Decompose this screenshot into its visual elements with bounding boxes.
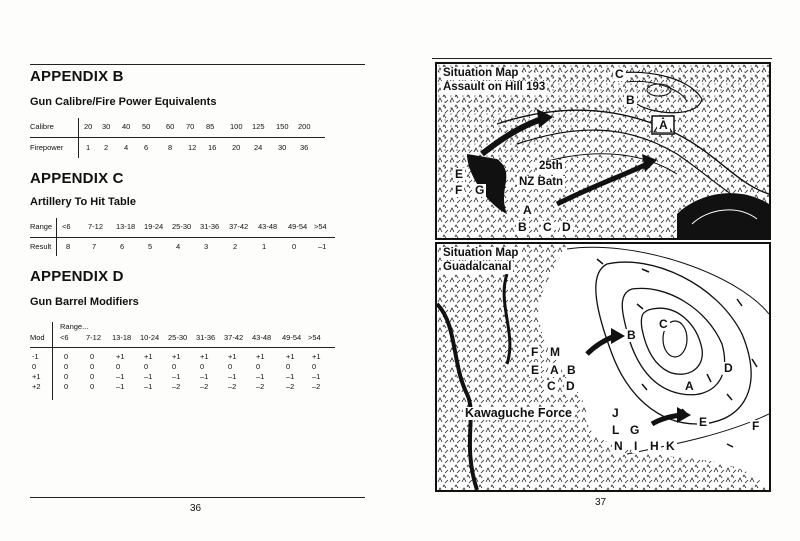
map-letter: B — [626, 93, 635, 107]
force-letter: K — [666, 439, 675, 453]
modifier-value: +1 — [144, 352, 153, 361]
mod-label: Mod — [30, 333, 45, 342]
modifier-value: 0 — [200, 362, 205, 371]
map-letter: C — [659, 317, 668, 331]
calibre-value: 60 — [166, 122, 175, 131]
range-column-header: 13-18 — [112, 333, 132, 342]
range-value: 19-24 — [144, 222, 164, 231]
modifier-value: 0 — [172, 362, 177, 371]
situation-map-hill-193 — [435, 62, 771, 240]
range-column-header: <6 — [60, 333, 69, 342]
calibre-vline — [78, 118, 79, 158]
firepower-value: 20 — [232, 143, 241, 152]
map-letter: G — [475, 183, 485, 197]
top-rule-right — [432, 58, 772, 59]
force-letter: I — [634, 439, 638, 453]
modifier-value: +1 — [116, 352, 125, 361]
modifier-value: –2 — [200, 382, 209, 391]
range-value: 31-36 — [200, 222, 220, 231]
guadalcanal-terrain — [437, 244, 769, 490]
appendix-b-heading: APPENDIX B — [30, 68, 124, 85]
force-letter: B — [567, 363, 576, 377]
modifier-value: –2 — [172, 382, 181, 391]
modifier-value: –1 — [256, 372, 265, 381]
appendix-d-subheading: Gun Barrel Modifiers — [30, 296, 139, 308]
modifier-value: –1 — [144, 372, 153, 381]
right-page — [400, 0, 800, 541]
map-letter: B — [627, 328, 636, 342]
mod-value: +1 — [32, 372, 41, 381]
modifier-value: –1 — [172, 372, 181, 381]
mod-value: -1 — [32, 352, 39, 361]
mod-value: +2 — [32, 382, 41, 391]
map-letter: D — [724, 361, 733, 375]
map-letter: F — [455, 183, 463, 197]
modifier-value: 0 — [116, 362, 121, 371]
modifier-value: 0 — [90, 372, 95, 381]
range-column-header: 43-48 — [252, 333, 272, 342]
result-value: 1 — [262, 242, 267, 251]
map-letter: F — [752, 419, 760, 433]
modifier-value: 0 — [286, 362, 291, 371]
map-letter: B — [518, 220, 527, 234]
map-letter: E — [699, 415, 708, 429]
modifier-value: –1 — [116, 382, 125, 391]
result-value: 2 — [233, 242, 238, 251]
range-column-header: 7-12 — [86, 333, 102, 342]
range-column-header: 10-24 — [140, 333, 160, 342]
modifier-value: 0 — [90, 362, 95, 371]
modifier-value: +1 — [286, 352, 295, 361]
range-column-header: 37-42 — [224, 333, 244, 342]
bottom-rule — [30, 497, 365, 498]
page-number-left: 36 — [190, 503, 202, 514]
force-letter: L — [612, 423, 620, 437]
appendix-c-subheading: Artillery To Hit Table — [30, 196, 136, 208]
modifier-value: +1 — [312, 352, 321, 361]
modifier-vline — [52, 322, 53, 400]
range-value: <6 — [62, 222, 71, 231]
modifier-value: –1 — [200, 372, 209, 381]
modifier-value: 0 — [64, 382, 69, 391]
range-value: 25-30 — [172, 222, 192, 231]
calibre-value: 100 — [230, 122, 243, 131]
firepower-value: 2 — [104, 143, 109, 152]
unit-label-line2: NZ Batn — [519, 176, 564, 188]
calibre-value: 50 — [142, 122, 151, 131]
range-column-header: 25-30 — [168, 333, 188, 342]
map1-title-line1: Situation Map — [443, 67, 519, 79]
modifier-value: –1 — [144, 382, 153, 391]
modifier-value: –1 — [116, 372, 125, 381]
force-letter: J — [612, 406, 619, 420]
calibre-value: 85 — [206, 122, 215, 131]
range-value: 7-12 — [88, 222, 104, 231]
firepower-label: Firepower — [30, 143, 64, 152]
modifier-value: +1 — [172, 352, 181, 361]
modifier-value: 0 — [64, 372, 69, 381]
modifier-value: 0 — [312, 362, 317, 371]
force-letter: H — [650, 439, 659, 453]
modifier-value: 0 — [256, 362, 261, 371]
calibre-value: 125 — [252, 122, 265, 131]
result-value: 5 — [148, 242, 153, 251]
firepower-value: 12 — [188, 143, 197, 152]
range-value: 13-18 — [116, 222, 136, 231]
modifier-value: –2 — [256, 382, 265, 391]
map2-title-line2: Guadalcanal — [443, 261, 512, 273]
modifier-value: –1 — [228, 372, 237, 381]
modifier-value: +1 — [228, 352, 237, 361]
force-letter: C — [547, 379, 556, 393]
firepower-value: 8 — [168, 143, 173, 152]
calibre-value: 20 — [84, 122, 93, 131]
modifier-value: –2 — [228, 382, 237, 391]
mod-value: 0 — [32, 362, 37, 371]
result-value: 3 — [204, 242, 209, 251]
modifier-value: 0 — [90, 352, 95, 361]
range-vline — [56, 218, 57, 256]
calibre-divider — [30, 137, 325, 138]
appendix-d-heading: APPENDIX D — [30, 268, 124, 285]
modifier-divider — [30, 347, 335, 348]
modifier-value: 0 — [64, 362, 69, 371]
range-value: 43-48 — [258, 222, 278, 231]
modifier-value: 0 — [90, 382, 95, 391]
result-value: 7 — [92, 242, 97, 251]
result-label: Result — [30, 242, 52, 251]
result-value: 8 — [66, 242, 71, 251]
modifier-value: –2 — [286, 382, 295, 391]
map1-title-line2: Assault on Hill 193 — [443, 81, 546, 93]
calibre-value: 30 — [102, 122, 111, 131]
firepower-value: 1 — [86, 143, 91, 152]
range-label: Range — [30, 222, 53, 231]
firepower-value: 16 — [208, 143, 217, 152]
modifier-value: –1 — [286, 372, 295, 381]
range-divider — [30, 237, 335, 238]
appendix-b-subheading: Gun Calibre/Fire Power Equivalents — [30, 96, 217, 108]
range-caption: Range... — [60, 322, 89, 331]
range-column-header: 31-36 — [196, 333, 216, 342]
modifier-value: –2 — [312, 382, 321, 391]
modifier-value: –1 — [312, 372, 321, 381]
modifier-value: 0 — [228, 362, 233, 371]
calibre-value: 200 — [298, 122, 311, 131]
map-letter: A — [523, 203, 532, 217]
modifier-value: 0 — [64, 352, 69, 361]
force-letter: F — [531, 345, 539, 359]
force-letter: D — [566, 379, 575, 393]
page-number-right: 37 — [595, 497, 607, 508]
result-value: 4 — [176, 242, 181, 251]
map-letter: A — [659, 118, 668, 132]
map-letter: C — [543, 220, 552, 234]
calibre-label: Calibre — [30, 122, 54, 131]
range-column-header: >54 — [308, 333, 321, 342]
unit-label-line1: 25th — [539, 160, 563, 172]
force-letter: A — [550, 363, 559, 377]
range-value: >54 — [314, 222, 327, 231]
kawaguche-force-label: Kawaguche Force — [465, 406, 572, 420]
force-letter: G — [630, 423, 640, 437]
force-letter: E — [531, 363, 540, 377]
map2-title-line1: Situation Map — [443, 247, 519, 259]
map-letter: A — [685, 379, 694, 393]
calibre-value: 70 — [186, 122, 195, 131]
range-value: 37-42 — [229, 222, 249, 231]
result-value: 0 — [292, 242, 297, 251]
result-value: –1 — [318, 242, 327, 251]
force-letter: M — [550, 345, 560, 359]
firepower-value: 4 — [124, 143, 129, 152]
situation-map-guadalcanal — [435, 242, 771, 492]
modifier-value: 0 — [144, 362, 149, 371]
firepower-value: 36 — [300, 143, 309, 152]
map-letter: D — [562, 220, 571, 234]
range-column-header: 49-54 — [282, 333, 302, 342]
map-letter: C — [615, 67, 624, 81]
force-letter: N — [614, 439, 623, 453]
range-value: 49-54 — [288, 222, 308, 231]
calibre-value: 150 — [276, 122, 289, 131]
map-letter: E — [455, 167, 464, 181]
calibre-value: 40 — [122, 122, 131, 131]
firepower-value: 30 — [278, 143, 287, 152]
modifier-value: +1 — [256, 352, 265, 361]
modifier-value: +1 — [200, 352, 209, 361]
firepower-value: 6 — [144, 143, 149, 152]
result-value: 6 — [120, 242, 125, 251]
appendix-c-heading: APPENDIX C — [30, 170, 124, 187]
top-rule — [30, 64, 365, 65]
firepower-value: 24 — [254, 143, 263, 152]
